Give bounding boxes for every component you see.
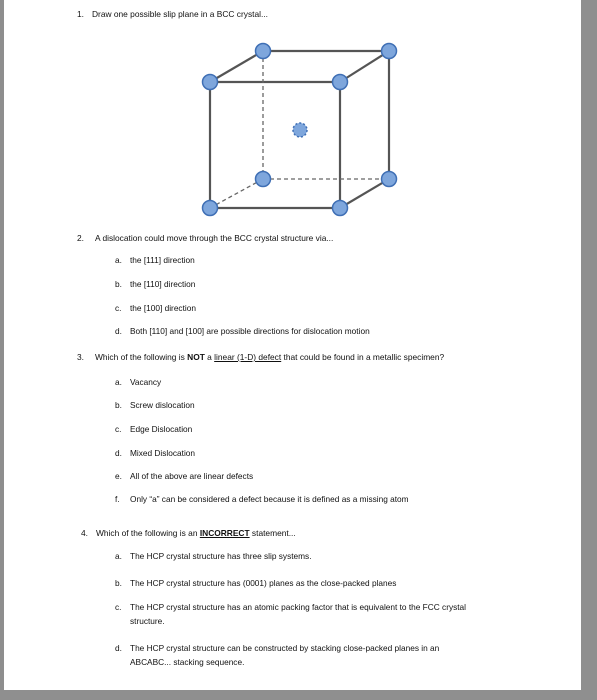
q4-text-pre: Which of the following is an <box>96 528 200 538</box>
q3-text-post: that could be found in a metallic specimen? <box>281 352 445 362</box>
q3-option-letter: a. <box>115 377 122 387</box>
q3-text-underline: linear (1-D) defect <box>214 352 282 362</box>
corner-atom <box>333 201 348 216</box>
q4-option-letter: a. <box>115 551 122 561</box>
q3-option-letter: d. <box>115 448 122 458</box>
q4-number: 4. <box>81 528 88 538</box>
cube-edge <box>340 51 389 82</box>
q2-option-letter: b. <box>115 279 122 289</box>
corner-atom <box>382 44 397 59</box>
corner-atom <box>382 172 397 187</box>
q3-option-text: Mixed Dislocation <box>130 448 196 458</box>
corner-atom <box>256 44 271 59</box>
q1-number: 1. <box>77 9 84 19</box>
q4-option-letter: b. <box>115 578 122 588</box>
q4-text <box>96 528 296 539</box>
q4-option-text: The HCP crystal structure can be constructed by stacking close-packed planes in an <box>130 643 440 653</box>
q2-option-text: the [111] direction <box>130 255 195 265</box>
q2-option-text: Both [110] and [100] are possible directions for dislocation motion <box>130 326 370 336</box>
q1-text: Draw one possible slip plane in a BCC crystal... <box>92 9 268 19</box>
q3-text-mid: a <box>204 352 215 362</box>
q4-option-text-cont: structure. <box>130 616 165 626</box>
cube-edge <box>340 179 389 208</box>
q4-option-text: The HCP crystal structure has three slip systems. <box>130 551 312 561</box>
q4-option-letter: d. <box>115 643 122 653</box>
page-edge-right <box>581 0 597 700</box>
q2-number: 2. <box>77 233 84 243</box>
bcc-cube-diagram <box>190 38 410 223</box>
page-edge-bottom <box>0 690 597 700</box>
q3-option-text: Screw dislocation <box>130 400 195 410</box>
q3-option-text: Edge Dislocation <box>130 424 193 434</box>
cube-edge <box>210 51 263 82</box>
corner-atom <box>333 75 348 90</box>
q2-option-text: the [110] direction <box>130 279 196 289</box>
q3-number: 3. <box>77 352 84 362</box>
q2-text: A dislocation could move through the BCC crystal structure via... <box>95 233 334 243</box>
corner-atom <box>256 172 271 187</box>
q4-option-letter: c. <box>115 602 122 612</box>
q4-option-text: The HCP crystal structure has (0001) planes as the close-packed planes <box>130 578 397 588</box>
hidden-edge <box>210 179 263 208</box>
q4-text-bold: INCORRECT <box>199 528 250 538</box>
q2-option-letter: a. <box>115 255 122 265</box>
q3-option-letter: b. <box>115 400 122 410</box>
q3-option-text: Only “a” can be considered a defect because it is defined as a missing atom <box>130 494 409 504</box>
q4-option-text-cont: ABCABC... stacking sequence. <box>130 657 245 667</box>
corner-atom <box>203 201 218 216</box>
q2-option-text: the [100] direction <box>130 303 196 313</box>
q3-option-letter: e. <box>115 471 122 481</box>
q3-option-text: Vacancy <box>130 377 162 387</box>
q3-text-pre: Which of the following is <box>95 352 188 362</box>
q3-option-text: All of the above are linear defects <box>130 471 254 481</box>
q3-text <box>95 352 444 363</box>
q4-option-text: The HCP crystal structure has an atomic packing factor that is equivalent to the FCC crystal <box>130 602 467 612</box>
q3-option-letter: f. <box>115 494 120 504</box>
q3-option-letter: c. <box>115 424 122 434</box>
q3-text-bold: NOT <box>187 352 205 362</box>
q2-option-letter: c. <box>115 303 122 313</box>
q2-option-letter: d. <box>115 326 122 336</box>
body-center-atom <box>293 123 307 137</box>
q4-text-post: statement... <box>249 528 296 538</box>
corner-atom <box>203 75 218 90</box>
